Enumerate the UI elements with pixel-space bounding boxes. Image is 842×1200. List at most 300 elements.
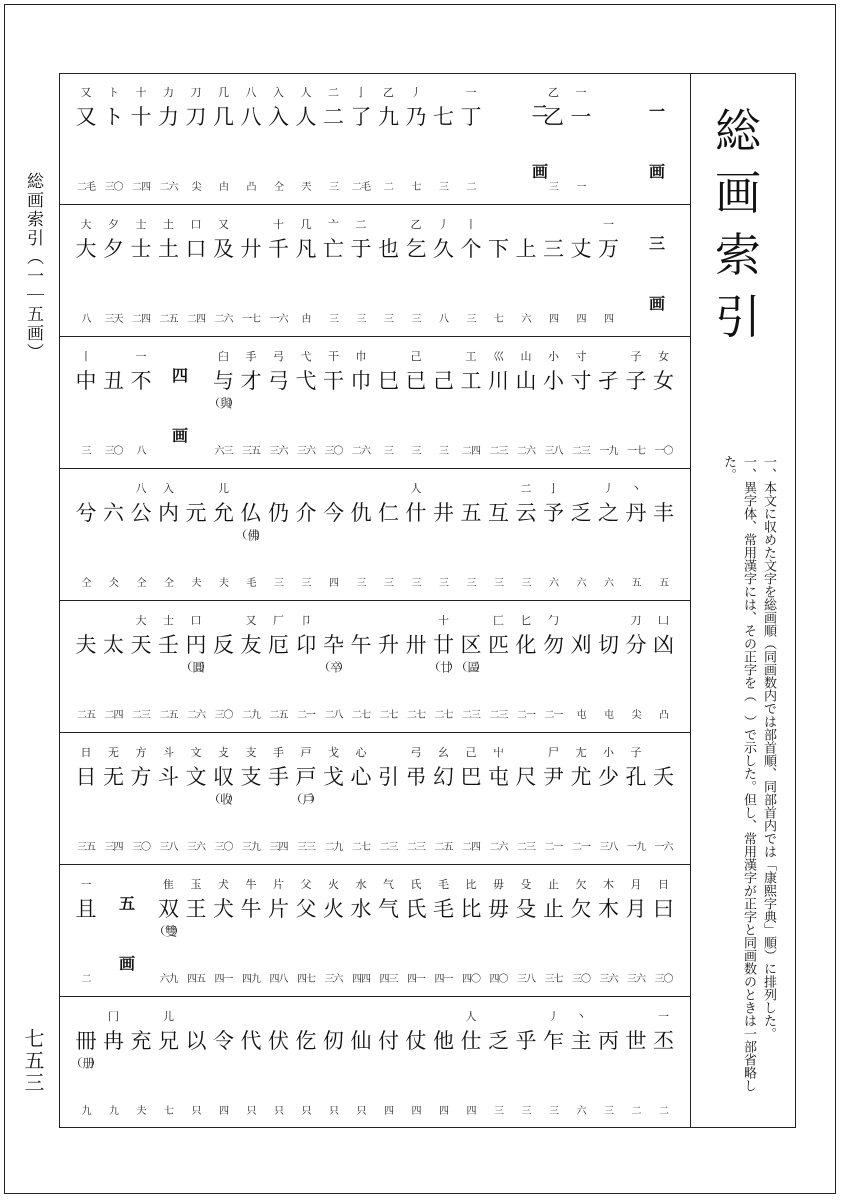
index-entry[interactable] [101,733,127,864]
radical-label: 入 [273,86,284,99]
index-entry[interactable] [568,601,594,732]
index-entry[interactable] [651,469,677,600]
kanji-character: 反 [213,633,234,657]
index-entry[interactable] [376,469,402,600]
kanji-character: 化 [515,633,537,657]
stroke-band [59,73,691,205]
radical-label: 水 [355,878,367,891]
index-entry[interactable] [156,601,182,732]
kanji-character: 乍 [543,1029,564,1053]
kanji-character: 文 [185,765,207,789]
page-reference: 二三 [379,842,398,853]
kanji-character: 孔 [625,765,647,789]
index-entry[interactable] [128,601,154,732]
index-entry[interactable] [156,997,182,1128]
index-entry[interactable] [73,733,99,864]
index-entry[interactable] [513,205,539,336]
page-reference: 三 [81,446,91,457]
index-entry[interactable] [321,205,347,336]
index-entry[interactable] [128,337,154,468]
index-entry[interactable] [403,205,429,336]
radical-label: 比 [465,878,477,891]
kanji-character: 父 [295,897,317,921]
index-entry[interactable] [266,469,292,600]
index-entry[interactable] [431,337,457,468]
index-entry[interactable] [293,733,319,864]
radical-label: 一 [575,86,587,99]
kanji-character: 屯 [488,765,509,789]
page-reference: 三八 [517,974,535,985]
index-entry[interactable] [128,73,154,204]
index-entry[interactable] [596,865,622,996]
index-entry[interactable] [348,601,374,732]
index-entry[interactable] [568,337,594,468]
index-entry[interactable] [596,337,622,468]
page-reference: 三八 [599,842,618,853]
index-entry[interactable] [568,73,594,204]
page-reference: 三 [521,578,531,589]
index-entry[interactable] [403,733,429,864]
index-entry[interactable] [266,205,292,336]
index-entry[interactable] [486,205,512,336]
radical-label: 士 [163,614,174,627]
page-reference: 三五 [242,446,260,457]
kanji-character: 戈 [323,765,344,789]
index-entry[interactable] [238,997,264,1128]
index-entry[interactable] [513,997,539,1128]
page-reference: 三五 [77,842,95,853]
index-entry[interactable] [431,865,457,996]
index-entry[interactable] [596,733,622,864]
index-entry[interactable] [376,997,402,1128]
kanji-character: 丑 [103,369,124,393]
radical-label: 木 [603,878,614,891]
index-entry[interactable] [183,469,209,600]
kanji-character: 毋 [488,897,509,921]
index-entry[interactable] [238,205,264,336]
kanji-character: 兮 [75,501,97,525]
page-reference: 二毛 [352,182,370,193]
kanji-character: 他 [433,1029,454,1053]
index-entry[interactable] [156,73,182,204]
index-entry[interactable] [266,997,292,1128]
radical-label: 几 [300,218,312,231]
page-reference: 六九 [159,974,178,985]
index-entry[interactable] [623,601,649,732]
radical-label: 弓 [273,350,284,363]
kanji-character: 丕 [653,1029,674,1053]
index-entry[interactable] [238,733,264,864]
index-entry[interactable] [211,469,237,600]
index-entry[interactable] [348,469,374,600]
index-entry[interactable] [623,733,649,864]
index-entry[interactable] [651,997,677,1128]
page-reference: 二一 [544,842,563,853]
index-entry[interactable] [293,73,319,204]
index-entry[interactable] [156,865,182,996]
kanji-character: 乃 [405,105,427,129]
index-entry[interactable] [431,601,457,732]
index-entry[interactable] [486,733,512,864]
kanji-character: 孑 [598,369,619,393]
page-reference: 九 [109,1106,118,1117]
kanji-character: 心 [350,765,372,789]
index-entry[interactable] [541,865,567,996]
page-reference: 三〇 [104,446,123,457]
page-reference: 七 [411,182,421,193]
kanji-character: 乞 [405,237,427,261]
radical-label: 幺 [438,746,449,759]
index-entry[interactable] [101,205,127,336]
radical-label: 入 [163,482,174,495]
page-reference: 四 [576,314,586,325]
page-reference: 三〇 [324,446,343,457]
index-entry[interactable] [596,469,622,600]
index-entry[interactable] [458,73,484,204]
index-entry[interactable] [238,337,264,468]
index-entry[interactable] [183,205,209,336]
index-entry[interactable] [458,337,484,468]
index-entry[interactable] [623,865,649,996]
index-entry[interactable] [568,733,594,864]
index-entry[interactable] [101,73,127,204]
index-entry[interactable] [348,997,374,1128]
index-entry[interactable] [321,733,347,864]
stroke-band [59,601,691,733]
page-reference: 三〇 [572,974,590,985]
index-entry[interactable] [293,865,319,996]
kanji-character: 卆 [323,633,344,657]
header-char: 画 [648,294,665,313]
stroke-band [59,997,691,1128]
index-entry[interactable] [403,337,429,468]
page-reference: 三四 [269,842,288,853]
radical-label: 刀 [190,86,202,99]
index-entry[interactable] [211,997,237,1128]
index-entry[interactable] [73,205,99,336]
page-reference: 二 [631,1106,641,1117]
page-reference: 二三 [462,710,480,721]
page-reference: 六三 [214,446,233,457]
index-entry[interactable] [266,865,292,996]
radical-label: 犬 [218,878,229,891]
index-entry[interactable] [458,469,484,600]
index-entry[interactable] [376,337,402,468]
kanji-character: 犬 [213,897,234,921]
index-entry[interactable] [293,337,319,468]
index-entry[interactable] [156,469,182,600]
page-reference: 三〇 [132,842,150,853]
index-entry[interactable] [596,205,622,336]
index-entry[interactable] [486,997,512,1128]
radical-label: 二 [328,86,339,99]
kanji-character: 毛 [433,897,454,921]
kanji-character: 七 [433,105,454,129]
page-reference: 四 [411,1106,421,1117]
radical-label: 土 [163,218,174,231]
index-entry[interactable] [211,865,237,996]
kanji-character: 万 [598,237,619,261]
kanji-character: 口 [185,237,207,261]
index-entry[interactable] [238,601,264,732]
kanji-character: 弋 [295,369,317,393]
kanji-character: 勿 [543,633,564,657]
kanji-character: 今 [323,501,344,525]
radical-label: 一 [135,350,147,363]
index-entry[interactable] [266,337,292,468]
kanji-character: 十 [130,105,152,129]
index-entry[interactable] [128,733,154,864]
index-entry[interactable] [101,337,127,468]
index-entry[interactable] [376,73,402,204]
radical-label: 子 [630,350,642,363]
index-entry[interactable] [541,205,567,336]
index-entry[interactable] [486,601,512,732]
page-reference: 三九 [242,842,260,853]
index-entry[interactable] [211,337,237,468]
index-entry[interactable] [513,337,539,468]
kanji-character: 午 [350,633,372,657]
radical-label: 臼 [218,350,229,363]
index-entry[interactable] [486,865,512,996]
page-reference: 甴 [301,314,311,325]
index-entry[interactable] [321,469,347,600]
index-entry[interactable] [73,469,99,600]
index-entry[interactable] [458,865,484,996]
index-entry[interactable] [211,205,237,336]
kanji-character: 少 [598,765,619,789]
index-entry[interactable] [541,469,567,600]
kanji-character: 了 [350,105,372,129]
radical-label: 刀 [630,614,642,627]
index-entry[interactable] [183,73,209,204]
index-entry[interactable] [128,997,154,1128]
index-entry[interactable] [348,337,374,468]
index-entry[interactable] [73,601,99,732]
index-entry[interactable] [348,73,374,204]
radical-label: 丿 [548,1010,559,1023]
index-entry[interactable] [211,601,237,732]
index-entry[interactable] [321,73,347,204]
kanji-character: 戸 [295,765,317,789]
page-reference: 三六 [269,446,288,457]
index-entry[interactable] [458,733,484,864]
kanji-character: 幻 [433,765,454,789]
index-entry[interactable] [623,469,649,600]
index-entry[interactable] [431,469,457,600]
index-entry[interactable] [541,733,567,864]
kanji-character: 且 [75,897,97,921]
index-entry[interactable] [623,337,649,468]
page-reference: 六 [576,578,586,589]
radical-label: 凵 [658,614,669,627]
radical-label: 匕 [520,614,532,627]
index-entry[interactable] [293,205,319,336]
index-entry[interactable] [266,601,292,732]
kanji-character: 丙 [598,1029,619,1053]
index-entry[interactable] [403,865,429,996]
page-reference: 二一 [544,710,563,721]
index-entry[interactable] [348,865,374,996]
index-entry[interactable] [623,997,649,1128]
index-entry[interactable] [541,997,567,1128]
index-entry[interactable] [596,997,622,1128]
index-entry[interactable] [513,601,539,732]
page-reference: 三 [439,578,448,589]
index-entry[interactable] [293,601,319,732]
kanji-character: 仡 [295,1029,317,1053]
index-entry[interactable] [128,205,154,336]
index-entry[interactable] [651,337,677,468]
index-entry[interactable] [266,733,292,864]
radical-label: 巛 [493,350,504,363]
radical-label: 一 [465,86,477,99]
index-entry[interactable] [486,469,512,600]
index-entry[interactable] [156,733,182,864]
index-entry[interactable] [651,733,677,864]
index-entry[interactable] [458,601,484,732]
kanji-character: 亡 [323,237,344,261]
index-entry[interactable] [651,865,677,996]
index-entry[interactable] [403,997,429,1128]
index-entry[interactable] [376,865,402,996]
kanji-character: 弔 [405,765,427,789]
index-entry[interactable] [73,337,99,468]
radical-label: 乙 [548,86,559,99]
index-entry[interactable] [431,205,457,336]
index-entry[interactable] [73,865,99,996]
index-entry[interactable] [238,469,264,600]
index-entry[interactable] [128,469,154,600]
radical-label: 欠 [575,878,587,891]
index-entry[interactable] [376,205,402,336]
index-entry[interactable] [183,601,209,732]
page-reference: 四五 [187,974,205,985]
index-entry[interactable] [458,997,484,1128]
kanji-character: 又 [75,105,97,129]
page-reference: 二三 [517,842,535,853]
page-reference: 四 [439,1106,448,1117]
index-entry[interactable] [513,865,539,996]
index-entry[interactable] [651,601,677,732]
radical-label: 冂 [108,1010,119,1023]
page-reference: 五 [631,578,641,589]
index-entry[interactable] [568,997,594,1128]
index-entry[interactable] [183,865,209,996]
radical-label: 气 [383,878,394,891]
index-entry[interactable] [376,733,402,864]
index-entry[interactable] [321,337,347,468]
page-reference: 二五 [77,710,95,721]
page-reference: 六 [521,314,531,325]
page-reference: 四 [604,314,613,325]
index-entry[interactable] [321,865,347,996]
index-entry[interactable] [156,205,182,336]
index-entry[interactable] [101,601,127,732]
index-entry[interactable] [321,601,347,732]
index-entry[interactable] [458,205,484,336]
index-entry[interactable] [513,733,539,864]
page-reference: 仝 [136,578,146,589]
index-entry[interactable] [568,205,594,336]
kanji-character: 乏 [488,1029,509,1053]
page-reference: 二一 [572,842,590,853]
radical-label: 弋 [300,350,312,363]
index-entry[interactable] [266,73,292,204]
kanji-character: 子 [625,369,647,393]
index-entry[interactable] [541,601,567,732]
index-entry[interactable] [486,73,512,204]
index-entry[interactable] [568,865,594,996]
page-reference: 一七 [627,446,645,457]
index-entry[interactable] [101,997,127,1128]
index-entry[interactable] [73,997,99,1128]
index-entry[interactable] [293,469,319,600]
index-entry[interactable] [183,733,209,864]
kanji-character: 云 [515,501,537,525]
index-entry[interactable] [513,469,539,600]
kanji-character: 己 [433,369,454,393]
index-entry[interactable] [403,601,429,732]
kanji-character: 三 [543,237,564,261]
index-entry[interactable] [183,997,209,1128]
variant-character: 區 [462,661,480,672]
page-reference: 二七 [407,710,425,721]
index-entry[interactable] [431,73,457,204]
index-entry[interactable] [238,73,264,204]
kanji-character: 夕 [103,237,124,261]
index-entry[interactable] [238,865,264,996]
radical-label: 文 [190,746,202,759]
index-entry[interactable] [486,337,512,468]
page-reference: 二 [384,182,393,193]
title-char: 画 [715,166,761,220]
page-reference: 一六 [654,842,673,853]
index-entry[interactable] [403,73,429,204]
index-entry[interactable] [403,469,429,600]
page-reference: 二六 [352,446,370,457]
index-entry[interactable] [321,997,347,1128]
index-entry[interactable] [73,73,99,204]
index-entry[interactable] [211,73,237,204]
index-entry[interactable] [348,733,374,864]
index-entry[interactable] [101,469,127,600]
radical-label: 乙 [383,86,394,99]
index-entry[interactable] [596,601,622,732]
index-entry[interactable] [348,205,374,336]
index-entry[interactable] [376,601,402,732]
index-entry[interactable] [211,733,237,864]
page-reference: 二三 [572,446,590,457]
index-entry[interactable] [431,997,457,1128]
kanji-character: 手 [268,765,289,789]
page-reference: 尖 [631,710,641,721]
index-entry[interactable] [541,337,567,468]
page-reference: 三四 [104,842,123,853]
radical-label: 亅 [355,86,367,99]
radical-label: 二 [355,218,367,231]
page-reference: 二七 [434,710,453,721]
index-entry[interactable] [293,997,319,1128]
index-grid [59,73,691,1128]
page-reference: 二六 [517,446,535,457]
radical-label: 女 [658,350,669,363]
radical-label: 丨 [80,350,92,363]
index-entry[interactable] [431,733,457,864]
index-entry[interactable] [568,469,594,600]
kanji-character: 什 [405,501,427,525]
page-reference: 六 [549,578,558,589]
